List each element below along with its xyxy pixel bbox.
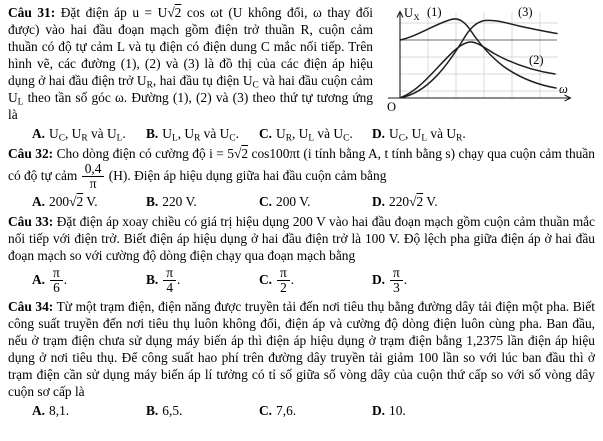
option-letter: B.	[146, 271, 159, 287]
question-31-text: Câu 31: Đặt điện áp u = U√2 cos ωt (U không đổi, ω thay đổi được) vào hai đầu đoạn mạch gồm điện trở thuần R, cuộn cảm thuần có độ tự cảm L và tụ điện có điện dung C mắc nối tiếp. Trên hình vẽ, các đường (1), (2) và (3) là đồ thị của các điện áp hiệu dụng ở hai đầu điện trở $U_R$, hai đầu tụ điện $U_C$ và hai đầu cuộn cảm $U_L$ theo tần số góc ω. Đường (1), (2) và (3) theo thứ tự tương ứng là	[8, 5, 374, 122]
option-text: 7,6.	[276, 403, 297, 419]
question-32-option-c	[259, 193, 372, 210]
option-letter: A.	[32, 271, 46, 287]
question-32-text: Câu 32: Cho dòng điện có cường độ i = 5√2 cos100πt (i tính bằng A, t tính bằng s) chạy qua cuộn cảm thuần có độ tự cảm $\frac{0,4}{\pi}$ (H). Điện áp hiệu dụng giữa hai đầu cuộn cảm bằng	[8, 146, 595, 192]
option-text: $\frac{\pi}{6}$ .	[49, 272, 67, 287]
frequency-response-graph	[381, 2, 579, 115]
y-axis-label-subscript: X	[413, 12, 420, 22]
option-text: $\frac{\pi}{4}$ .	[162, 272, 180, 287]
option-letter: D.	[372, 194, 386, 210]
option-letter: A.	[32, 403, 46, 419]
question-34-option-b	[146, 402, 259, 419]
question-33-options	[8, 266, 595, 295]
option-text: 6,5.	[162, 403, 183, 419]
question-34-option-c	[259, 402, 372, 419]
option-letter: A.	[32, 126, 46, 141]
option-letter: C.	[259, 126, 273, 141]
question-34-text: Câu 34: Từ một trạm điện, điện năng được truyền tải đến nơi tiêu thụ bằng đường dây tải điện một pha. Biết công suất truyền đến nơi tiêu thụ luôn không đổi, điện áp và cường độ dòng điện luôn cùng pha. Ban đầu, nếu ở trạm điện chưa sử dụng máy biến áp thì điện áp hiệu dụng ở trạm điện bằng 1,2375 lần điện áp hiệu dụng ở nơi tiêu thụ. Để công suất hao phí trên đường dây truyền tải giảm 100 lần so với lúc ban đầu thì ở trạm điện cần sử dụng máy biến áp lí tưởng có tỉ số giữa số vòng dây của cuộn thứ cấp so với số vòng dây cuộn sơ cấp là	[8, 299, 596, 400]
curve-2-label: (2)	[529, 53, 544, 67]
x-axis-label: ω	[559, 82, 568, 96]
option-letter: D.	[372, 126, 386, 141]
question-33	[8, 213, 595, 264]
option-letter: A.	[32, 194, 46, 210]
option-letter: C.	[259, 194, 273, 210]
question-33-option-c	[259, 266, 372, 295]
question-33-option-a	[32, 266, 146, 295]
option-letter: C.	[259, 403, 273, 419]
option-text: 200√2 V.	[49, 194, 98, 210]
question-34	[8, 298, 595, 400]
option-text: $\frac{\pi}{2}$ .	[276, 272, 294, 287]
question-31-option-c	[259, 125, 372, 142]
option-text: 220 V.	[162, 194, 197, 210]
option-text: 220√2 V.	[389, 194, 438, 210]
question-31-options	[8, 125, 595, 142]
option-text: $U_C$, $U_L$ và $U_R$.	[389, 126, 466, 144]
option-text: $U_L$, $U_R$ và $U_C$.	[162, 126, 239, 144]
curve-3-label: (3)	[518, 5, 533, 19]
question-34-options	[8, 402, 595, 419]
option-text: 200 V.	[276, 194, 311, 210]
question-33-option-d	[372, 266, 595, 295]
question-33-text: Câu 33: Đặt điện áp xoay chiều có giá trị hiệu dụng 200 V vào hai đầu đoạn mạch gồm cuộn cảm thuần mắc nối tiếp với điện trở. Biết điện áp hiệu dụng ở hai đầu điện trở là 100 V. Độ lệch pha giữa điện áp ở hai đầu đoạn mạch so với cường độ dòng điện chạy qua đoạn mạch bằng	[8, 214, 595, 264]
question-31-option-a	[32, 125, 146, 142]
option-text: $\frac{\pi}{3}$ .	[389, 272, 407, 287]
curve-2-ur	[401, 42, 555, 98]
y-axis-label: U	[404, 6, 414, 20]
option-letter: B.	[146, 194, 159, 210]
question-34-option-d	[372, 402, 595, 419]
question-34-option-a	[32, 402, 146, 419]
option-text: 8,1.	[49, 403, 70, 419]
question-33-option-b	[146, 266, 259, 295]
curve-1-label: (1)	[427, 5, 442, 19]
option-letter: B.	[146, 126, 159, 141]
question-31-option-b	[146, 125, 259, 142]
option-letter: D.	[372, 403, 386, 419]
option-letter: B.	[146, 403, 159, 419]
option-text: 10.	[389, 403, 406, 419]
option-text: $U_R$, $U_L$ và $U_C$.	[276, 126, 353, 144]
question-31-option-d	[372, 125, 595, 142]
question-32-options	[8, 193, 595, 210]
question-32	[8, 145, 595, 191]
question-32-option-d	[372, 193, 595, 210]
question-32-option-b	[146, 193, 259, 210]
question-32-option-a	[32, 193, 146, 210]
option-letter: C.	[259, 271, 273, 287]
option-letter: D.	[372, 271, 386, 287]
origin-label: O	[387, 100, 397, 114]
option-text: $U_C$, $U_R$ và $U_L$.	[49, 126, 126, 144]
